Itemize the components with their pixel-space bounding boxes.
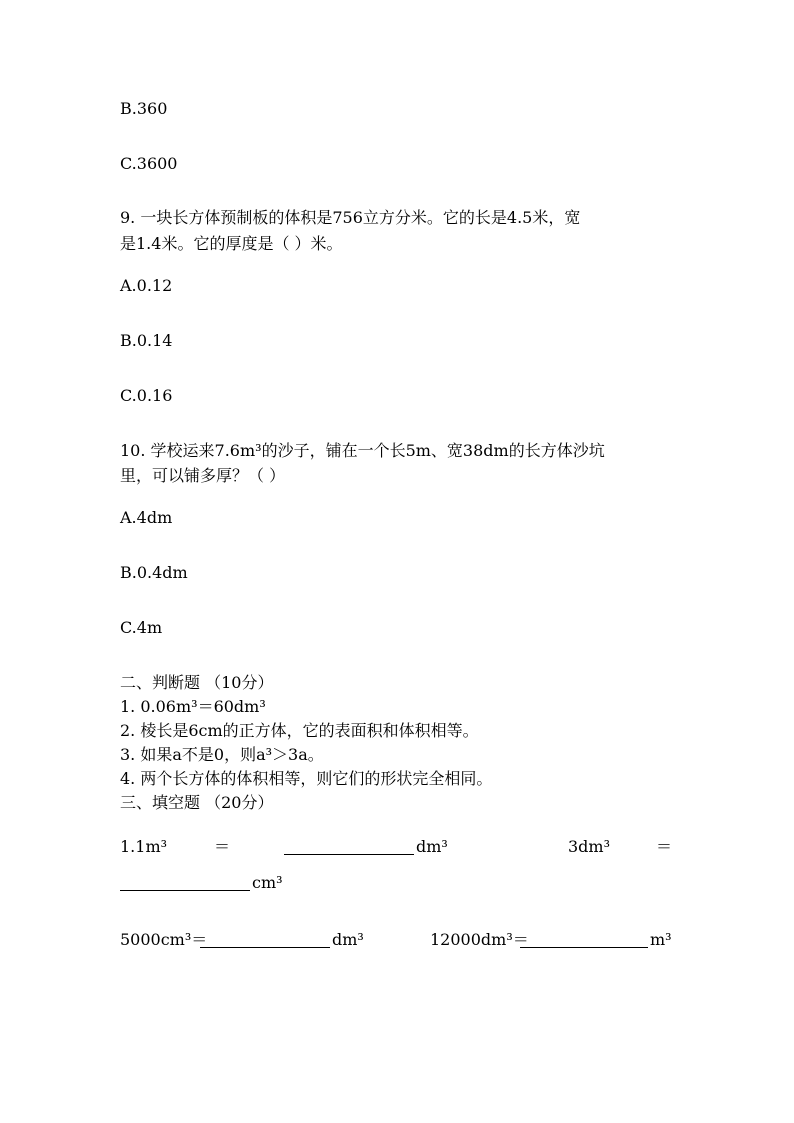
q10-text-line2: 里，可以铺多厚？（ ） [120, 466, 286, 485]
fill2-unit-2: m³ [650, 930, 672, 949]
q10-option-a: A.4dm [120, 508, 173, 527]
q9-option-b: B.0.14 [120, 331, 173, 350]
fill1-blank-1[interactable] [284, 838, 414, 855]
section2-heading: 二、判断题 （10分） [120, 673, 274, 692]
fill1-mid-label: 3dm³ [568, 837, 611, 856]
q9-option-a: A.0.12 [120, 276, 173, 295]
fill1-equals: ＝ [214, 837, 231, 856]
q8-option-c: C.3600 [120, 154, 178, 173]
fill2-blank-1[interactable] [200, 931, 330, 948]
judge-item-3: 3. 如果a不是0，则a³＞3a。 [120, 745, 324, 764]
judge-item-4: 4. 两个长方体的体积相等，则它们的形状完全相同。 [120, 769, 493, 788]
fill1-unit-2: cm³ [252, 873, 283, 892]
q9-text-line1: 9. 一块长方体预制板的体积是756立方分米。它的长是4.5米，宽 [120, 208, 581, 227]
judge-item-2: 2. 棱长是6cm的正方体，它的表面积和体积相等。 [120, 721, 479, 740]
fill2-left-label: 5000cm³＝ [120, 930, 208, 949]
section3-heading: 三、填空题 （20分） [120, 793, 274, 812]
fill2-mid-label: 12000dm³＝ [430, 930, 529, 949]
fill1-equals-2: ＝ [656, 837, 673, 856]
fill2-unit-1: dm³ [332, 930, 364, 949]
fill2-blank-2[interactable] [520, 931, 648, 948]
q9-option-c: C.0.16 [120, 386, 173, 405]
q10-option-b: B.0.4dm [120, 563, 188, 582]
fill1-blank-2[interactable] [120, 874, 250, 891]
q9-text-line2: 是1.4米。它的厚度是（ ）米。 [120, 234, 343, 253]
judge-item-1: 1. 0.06m³＝60dm³ [120, 697, 266, 716]
fill1-unit-1: dm³ [416, 837, 448, 856]
q10-option-c: C.4m [120, 618, 163, 637]
q10-text-line1: 10. 学校运来7.6m³的沙子，铺在一个长5m、宽38dm的长方体沙坑 [120, 441, 605, 460]
q8-option-b: B.360 [120, 99, 168, 118]
fill1-left-label: 1.1m³ [120, 837, 168, 856]
